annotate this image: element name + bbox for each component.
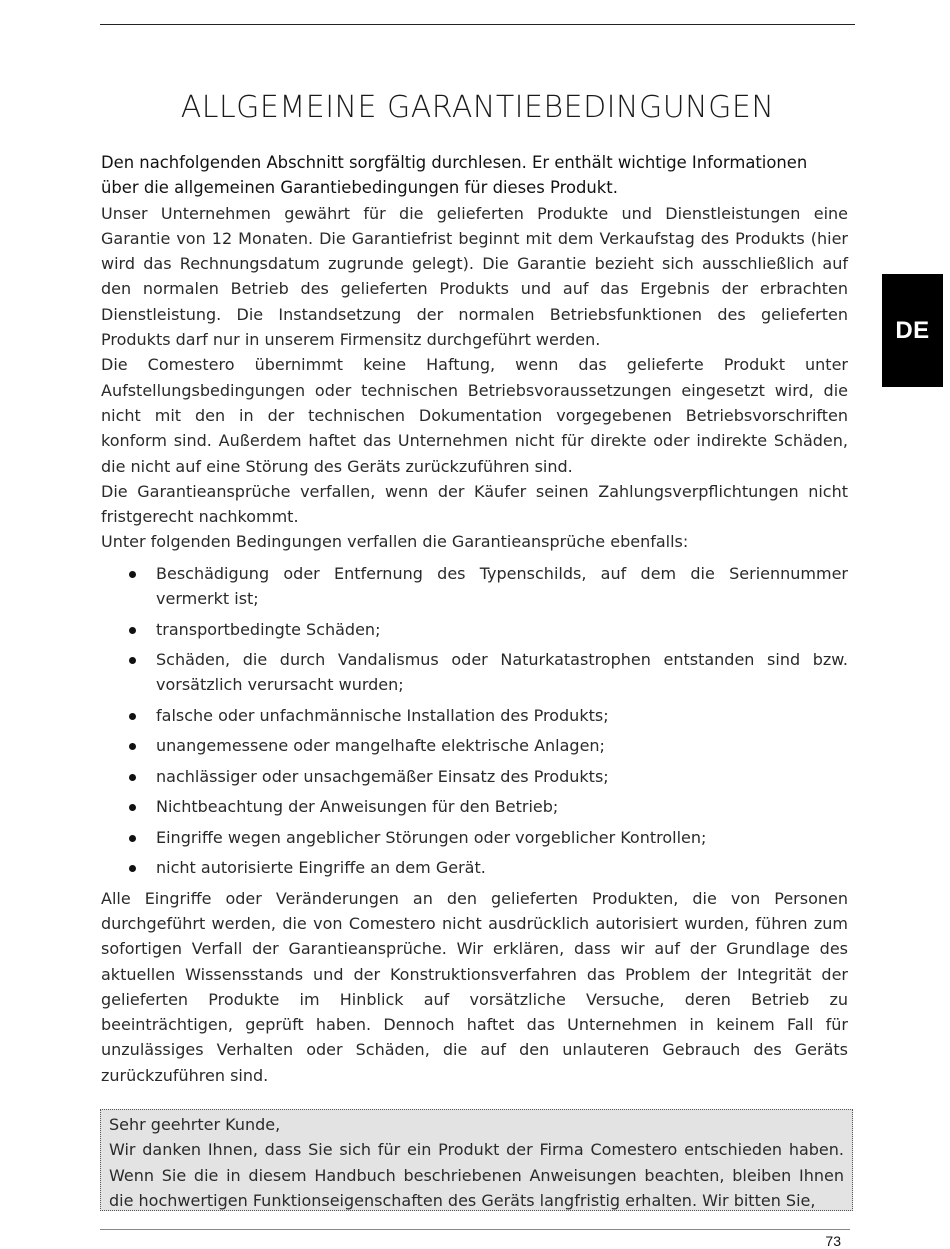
paragraph-conditions-intro: Unter folgenden Bedingungen verfallen die Garantieansprüche ebenfalls: bbox=[101, 532, 689, 552]
paragraph-payment: Die Garantieansprüche verfallen, wenn der Käufer seinen Zahlungsverpflichtungen nicht fristgerecht nachkommt. bbox=[101, 481, 848, 527]
page-number: 73 bbox=[825, 1233, 841, 1249]
footer-rule bbox=[100, 1229, 850, 1230]
intro-text: Den nachfolgenden Abschnitt sorgfältig durchlesen. Er enthält wichtige Informationen über die allgemeinen Garantiebedingungen für dieses Produkt. bbox=[101, 153, 808, 198]
list-item: Schäden, die durch Vandalismus oder Naturkatastrophen entstanden sind bzw. vorsätzlich verursacht wurden; bbox=[101, 647, 848, 698]
notice-body: Wir danken Ihnen, dass Sie sich für ein Produkt der Firma Comestero entschieden haben. Wenn Sie die in diesem Handbuch beschriebenen Anweisungen beachten, bleiben Ihnen die hochwertigen Funktionseigenschaften des Geräts langfristig erhalten. Wir bitten Sie, bbox=[109, 1140, 844, 1210]
paragraph-liability: Die Comestero übernimmt keine Haftung, wenn das gelieferte Produkt unter Aufstellungsbedingungen oder technischen Betriebsvoraussetzungen eingesetzt wird, die nicht mit den in der technischen Dokumentation vorgegebenen Betriebsvorschriften konform sind. Außerdem haftet das Unternehmen nicht für direkte oder indirekte Schäden, die nicht auf eine Störung des Geräts zurückzuführen sind. bbox=[101, 355, 848, 476]
customer-notice-box bbox=[100, 1109, 853, 1211]
list-item: Beschädigung oder Entfernung des Typenschilds, auf dem die Seriennummer vermerkt ist; bbox=[101, 561, 848, 612]
header-rule bbox=[100, 24, 855, 25]
list-item: falsche oder unfachmännische Installation des Produkts; bbox=[101, 703, 848, 728]
paragraph-closing: Alle Eingriffe oder Veränderungen an den gelieferten Produkten, die von Personen durchgeführt werden, die von Comestero nicht ausdrücklich autorisiert wurden, führen zum sofortigen Verfall der Garantieansprüche. Wir erklären, dass wir auf der Grundlage des aktuellen Wissensstands und der Konstruktionsverfahren das Problem der Integrität der gelieferten Produkte im Hinblick auf vorsätzliche Versuche, deren Betrieb zu beeinträchtigen, geprüft haben. Dennoch haftet das Unternehmen in keinem Fall für unzulässiges Verhalten oder Schäden, die auf den unlauteren Gebrauch des Geräts zurückzuführen sind. bbox=[101, 888, 848, 1085]
paragraph-warranty-period: Unser Unternehmen gewährt für die gelieferten Produkte und Dienstleistungen eine Garantie von 12 Monaten. Die Garantiefrist beginnt mit dem Verkaufstag des Produkts (hier wird das Rechnungsdatum zugrunde gelegt). Die Garantie bezieht sich ausschließlich auf den normalen Betrieb des gelieferten Produkts und auf das Ergebnis der erbrachten Dienstleistung. Die Instandsetzung der normalen Betriebsfunktionen des gelieferten Produkts darf nur in unserem Firmensitz durchgeführt werden. bbox=[101, 203, 848, 350]
list-item: Eingriffe wegen angeblicher Störungen oder vorgeblicher Kontrollen; bbox=[101, 825, 848, 850]
notice-greeting: Sehr geehrter Kunde, bbox=[109, 1115, 281, 1134]
warranty-section bbox=[101, 150, 848, 1088]
page-title: ALLGEMEINE GARANTIEBEDINGUNGEN bbox=[180, 90, 775, 125]
language-tab-de: DE bbox=[882, 274, 943, 387]
list-item: unangemessene oder mangelhafte elektrische Anlagen; bbox=[101, 733, 848, 758]
list-item: nicht autorisierte Eingriffe an dem Gerät. bbox=[101, 855, 848, 880]
list-item: Nichtbeachtung der Anweisungen für den Betrieb; bbox=[101, 794, 848, 819]
list-item: transportbedingte Schäden; bbox=[101, 617, 848, 642]
conditions-list bbox=[101, 561, 848, 881]
list-item: nachlässiger oder unsachgemäßer Einsatz des Produkts; bbox=[101, 764, 848, 789]
